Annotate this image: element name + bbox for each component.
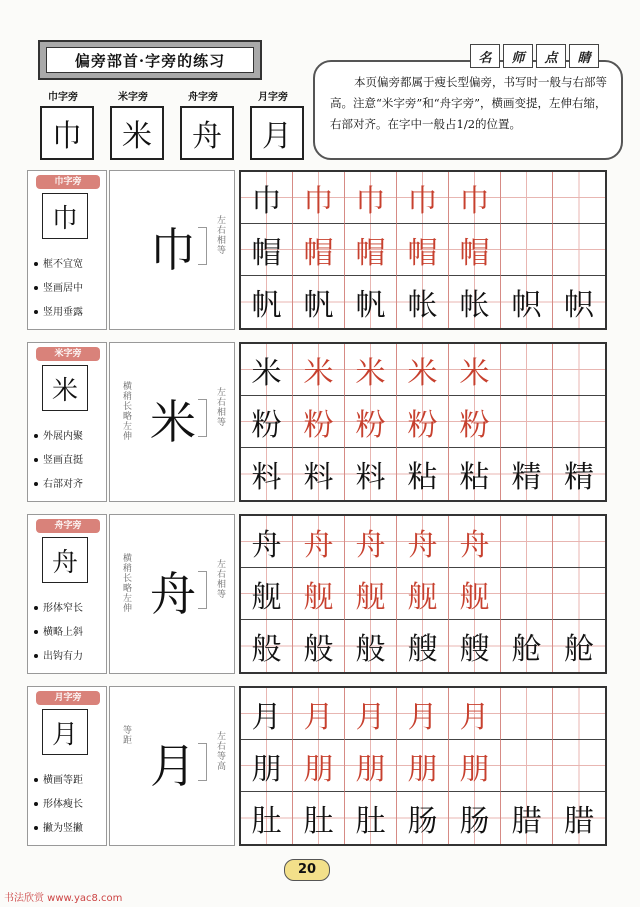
grid-cell: 粉 bbox=[397, 396, 449, 448]
tip-header-char: 名 bbox=[470, 44, 500, 68]
radical-demo-char: 月 bbox=[150, 739, 196, 793]
page-number: 20 bbox=[284, 859, 330, 881]
writing-tip-text: 形体窄长 bbox=[43, 603, 83, 614]
grid-cell: 般 bbox=[241, 620, 293, 672]
tip-header-char: 师 bbox=[503, 44, 533, 68]
grid-cell: 朋 bbox=[345, 740, 397, 792]
practice-grid bbox=[239, 170, 607, 330]
grid-cell bbox=[501, 172, 553, 224]
grid-cell: 粉 bbox=[241, 396, 293, 448]
writing-tip bbox=[34, 427, 83, 442]
writing-tip bbox=[34, 647, 83, 662]
tip-header-char: 睛 bbox=[569, 44, 599, 68]
radical-sample: 巾 bbox=[42, 193, 88, 239]
grid-cell bbox=[501, 396, 553, 448]
grid-cell: 艘 bbox=[449, 620, 501, 672]
radical-sample: 月 bbox=[42, 709, 88, 755]
grid-cell: 料 bbox=[293, 448, 345, 500]
grid-cell: 艘 bbox=[397, 620, 449, 672]
grid-cell: 舰 bbox=[345, 568, 397, 620]
grid-cell: 舟 bbox=[397, 516, 449, 568]
grid-cell: 肚 bbox=[241, 792, 293, 844]
grid-cell: 料 bbox=[241, 448, 293, 500]
grid-cell: 粘 bbox=[397, 448, 449, 500]
radical-box: 巾 bbox=[40, 106, 94, 160]
grid-cell: 米 bbox=[449, 344, 501, 396]
grid-cell bbox=[501, 344, 553, 396]
proportion-note: 左右相等 bbox=[215, 559, 225, 599]
bullet-icon bbox=[34, 654, 38, 658]
grid-cell bbox=[553, 224, 605, 276]
grid-cell bbox=[553, 344, 605, 396]
grid-cell bbox=[501, 224, 553, 276]
writing-tip-text: 撇为竖撇 bbox=[43, 823, 83, 834]
practice-section bbox=[27, 170, 609, 330]
grid-cell: 朋 bbox=[293, 740, 345, 792]
grid-cell: 朋 bbox=[241, 740, 293, 792]
radical-demo-char: 巾 bbox=[150, 223, 196, 277]
radical-box: 米 bbox=[110, 106, 164, 160]
grid-cell: 米 bbox=[241, 344, 293, 396]
radical-tip-panel bbox=[27, 170, 107, 330]
stroke-note: 横稍长略左伸 bbox=[121, 553, 131, 613]
grid-cell: 巾 bbox=[449, 172, 501, 224]
radical-demo-char: 舟 bbox=[150, 567, 196, 621]
grid-cell bbox=[553, 516, 605, 568]
radical-tag: 米字旁 bbox=[36, 347, 100, 361]
grid-cell: 肠 bbox=[449, 792, 501, 844]
radical-label: 米字旁 bbox=[118, 92, 148, 103]
grid-cell: 米 bbox=[293, 344, 345, 396]
grid-cell: 巾 bbox=[397, 172, 449, 224]
grid-cell: 帜 bbox=[553, 276, 605, 328]
teacher-tip-header bbox=[470, 44, 602, 68]
watermark: 书法欣赏 www.yac8.com bbox=[4, 893, 123, 904]
grid-cell: 月 bbox=[449, 688, 501, 740]
radical-labels bbox=[38, 88, 298, 102]
grid-cell: 帽 bbox=[397, 224, 449, 276]
practice-section bbox=[27, 514, 609, 674]
bullet-icon bbox=[34, 458, 38, 462]
radical-box: 舟 bbox=[180, 106, 234, 160]
practice-section bbox=[27, 686, 609, 846]
grid-cell: 月 bbox=[241, 688, 293, 740]
grid-cell: 月 bbox=[293, 688, 345, 740]
grid-cell: 精 bbox=[553, 448, 605, 500]
grid-cell: 舱 bbox=[501, 620, 553, 672]
writing-tip bbox=[34, 303, 83, 318]
grid-cell: 帆 bbox=[293, 276, 345, 328]
bullet-icon bbox=[34, 286, 38, 290]
grid-cell bbox=[501, 516, 553, 568]
radical-sample: 舟 bbox=[42, 537, 88, 583]
grid-cell: 舰 bbox=[241, 568, 293, 620]
writing-tip-text: 外展内聚 bbox=[43, 431, 83, 442]
radical-demo-panel bbox=[109, 514, 235, 674]
proportion-note: 左右相等 bbox=[215, 387, 225, 427]
practice-section bbox=[27, 342, 609, 502]
grid-cell: 月 bbox=[345, 688, 397, 740]
writing-tip bbox=[34, 819, 83, 834]
grid-cell bbox=[553, 396, 605, 448]
radical-label: 舟字旁 bbox=[188, 92, 218, 103]
writing-tip bbox=[34, 475, 83, 490]
bullet-icon bbox=[34, 606, 38, 610]
grid-cell: 米 bbox=[345, 344, 397, 396]
grid-cell: 帐 bbox=[397, 276, 449, 328]
grid-cell: 朋 bbox=[449, 740, 501, 792]
grid-cell bbox=[553, 688, 605, 740]
page-title: 偏旁部首·字旁的练习 bbox=[46, 47, 254, 73]
grid-cell: 料 bbox=[345, 448, 397, 500]
grid-cell: 舟 bbox=[449, 516, 501, 568]
bullet-icon bbox=[34, 802, 38, 806]
writing-tip-text: 横略上斜 bbox=[43, 627, 83, 638]
grid-cell: 舟 bbox=[241, 516, 293, 568]
writing-tip bbox=[34, 599, 83, 614]
bracket-mark bbox=[198, 399, 207, 437]
grid-cell: 精 bbox=[501, 448, 553, 500]
practice-grid bbox=[239, 686, 607, 846]
radical-demo-panel bbox=[109, 342, 235, 502]
bullet-icon bbox=[34, 310, 38, 314]
bracket-mark bbox=[198, 571, 207, 609]
bracket-mark bbox=[198, 227, 207, 265]
bullet-icon bbox=[34, 434, 38, 438]
grid-cell: 肚 bbox=[345, 792, 397, 844]
grid-cell: 帽 bbox=[449, 224, 501, 276]
bullet-icon bbox=[34, 630, 38, 634]
grid-cell bbox=[501, 568, 553, 620]
bullet-icon bbox=[34, 262, 38, 266]
grid-cell: 米 bbox=[397, 344, 449, 396]
radical-box: 月 bbox=[250, 106, 304, 160]
proportion-note: 左右相等 bbox=[215, 215, 225, 255]
page-title-box bbox=[38, 40, 262, 80]
radical-label: 巾字旁 bbox=[48, 92, 78, 103]
radical-tag: 舟字旁 bbox=[36, 519, 100, 533]
grid-cell: 巾 bbox=[241, 172, 293, 224]
grid-cell: 舰 bbox=[397, 568, 449, 620]
writing-tip-text: 横画等距 bbox=[43, 775, 83, 786]
grid-cell: 腊 bbox=[553, 792, 605, 844]
radical-label: 月字旁 bbox=[258, 92, 288, 103]
grid-cell bbox=[501, 688, 553, 740]
writing-tip bbox=[34, 623, 83, 638]
writing-tip-text: 出钩有力 bbox=[43, 651, 83, 662]
radical-tip-panel bbox=[27, 686, 107, 846]
writing-tip bbox=[34, 795, 83, 810]
proportion-note: 左右等高 bbox=[215, 731, 225, 771]
bullet-icon bbox=[34, 482, 38, 486]
grid-cell: 般 bbox=[293, 620, 345, 672]
writing-tip bbox=[34, 279, 83, 294]
grid-cell: 巾 bbox=[345, 172, 397, 224]
radical-tip-panel bbox=[27, 342, 107, 502]
writing-tip bbox=[34, 771, 83, 786]
grid-cell: 舱 bbox=[553, 620, 605, 672]
radical-demo-panel bbox=[109, 686, 235, 846]
grid-cell: 朋 bbox=[397, 740, 449, 792]
grid-cell: 粉 bbox=[345, 396, 397, 448]
grid-cell: 舟 bbox=[293, 516, 345, 568]
radical-tag: 月字旁 bbox=[36, 691, 100, 705]
grid-cell: 舰 bbox=[293, 568, 345, 620]
grid-cell bbox=[501, 740, 553, 792]
grid-cell bbox=[553, 172, 605, 224]
grid-cell: 舰 bbox=[449, 568, 501, 620]
grid-cell: 巾 bbox=[293, 172, 345, 224]
bullet-icon bbox=[34, 778, 38, 782]
tip-header-char: 点 bbox=[536, 44, 566, 68]
grid-cell: 腊 bbox=[501, 792, 553, 844]
radical-demo-panel bbox=[109, 170, 235, 330]
radical-sample: 米 bbox=[42, 365, 88, 411]
grid-cell: 帽 bbox=[241, 224, 293, 276]
grid-cell bbox=[553, 568, 605, 620]
stroke-note: 横稍长略左伸 bbox=[121, 381, 131, 441]
stroke-note: 等距 bbox=[121, 725, 131, 745]
grid-cell: 帆 bbox=[241, 276, 293, 328]
teacher-tip-text: 本页偏旁都属于瘦长型偏旁，书写时一般与右部等高。注意“米字旁”和“舟字旁”，横画变提，左伸右缩，右部对齐。在字中一般占1/2的位置。 bbox=[330, 75, 607, 131]
bracket-mark bbox=[198, 743, 207, 781]
writing-tip bbox=[34, 451, 83, 466]
grid-cell: 粉 bbox=[293, 396, 345, 448]
radical-demo-char: 米 bbox=[150, 395, 196, 449]
grid-cell: 粉 bbox=[449, 396, 501, 448]
practice-grid bbox=[239, 342, 607, 502]
grid-cell: 舟 bbox=[345, 516, 397, 568]
radical-tag: 巾字旁 bbox=[36, 175, 100, 189]
grid-cell: 帆 bbox=[345, 276, 397, 328]
grid-cell: 月 bbox=[397, 688, 449, 740]
grid-cell: 帽 bbox=[345, 224, 397, 276]
writing-tip-text: 框不宜宽 bbox=[43, 259, 83, 270]
writing-tip-text: 竖用垂露 bbox=[43, 307, 83, 318]
grid-cell: 般 bbox=[345, 620, 397, 672]
grid-cell: 帐 bbox=[449, 276, 501, 328]
writing-tip-text: 竖画直挺 bbox=[43, 455, 83, 466]
grid-cell: 粘 bbox=[449, 448, 501, 500]
grid-cell bbox=[553, 740, 605, 792]
practice-grid bbox=[239, 514, 607, 674]
grid-cell: 肚 bbox=[293, 792, 345, 844]
writing-tip bbox=[34, 255, 83, 270]
writing-tip-text: 形体瘦长 bbox=[43, 799, 83, 810]
radical-tip-panel bbox=[27, 514, 107, 674]
writing-tip-text: 右部对齐 bbox=[43, 479, 83, 490]
grid-cell: 肠 bbox=[397, 792, 449, 844]
grid-cell: 帜 bbox=[501, 276, 553, 328]
grid-cell: 帽 bbox=[293, 224, 345, 276]
writing-tip-text: 竖画居中 bbox=[43, 283, 83, 294]
bullet-icon bbox=[34, 826, 38, 830]
